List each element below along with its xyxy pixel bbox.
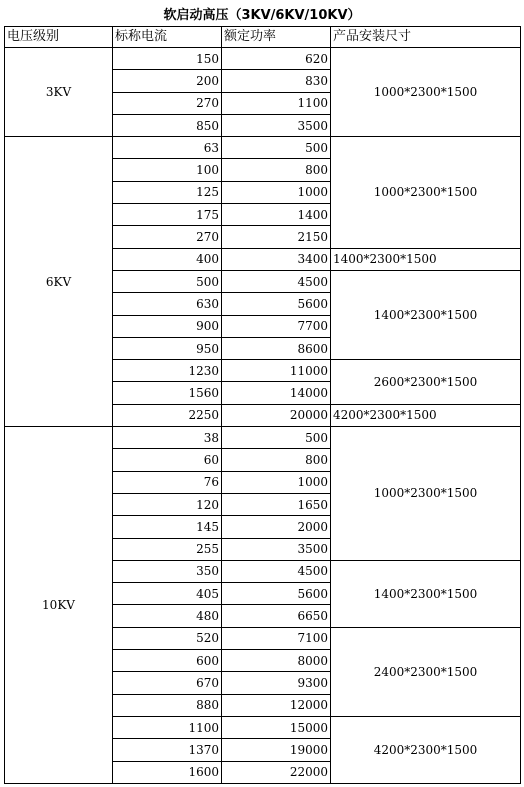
rated-current-cell: 100 bbox=[113, 159, 222, 181]
rated-power-cell: 2000 bbox=[222, 516, 331, 538]
rated-current-cell: 480 bbox=[113, 605, 222, 627]
rated-current-cell: 630 bbox=[113, 293, 222, 315]
rated-power-cell: 11000 bbox=[222, 360, 331, 382]
rated-power-cell: 1000 bbox=[222, 471, 331, 493]
table-row bbox=[5, 137, 521, 159]
rated-power-cell: 1400 bbox=[222, 204, 331, 226]
install-size-cell: 1000*2300*1500 bbox=[331, 427, 521, 561]
rated-power-cell: 22000 bbox=[222, 761, 331, 783]
install-size-cell: 1400*2300*1500 bbox=[331, 560, 521, 627]
rated-current-cell: 670 bbox=[113, 672, 222, 694]
rated-power-cell: 4500 bbox=[222, 560, 331, 582]
table-row bbox=[5, 427, 521, 449]
rated-current-cell: 850 bbox=[113, 114, 222, 136]
rated-power-cell: 6650 bbox=[222, 605, 331, 627]
table-title: 软启动高压（3KV/6KV/10KV） bbox=[163, 8, 361, 23]
rated-power-cell: 1650 bbox=[222, 493, 331, 515]
rated-current-cell: 1370 bbox=[113, 739, 222, 761]
voltage-level-cell: 10KV bbox=[5, 427, 113, 784]
rated-power-cell: 15000 bbox=[222, 716, 331, 738]
spec-table bbox=[4, 26, 521, 784]
rated-current-cell: 1600 bbox=[113, 761, 222, 783]
rated-power-cell: 2150 bbox=[222, 226, 331, 248]
rated-current-cell: 400 bbox=[113, 248, 222, 270]
header-voltage: 电压级别 bbox=[5, 27, 113, 48]
rated-current-cell: 175 bbox=[113, 204, 222, 226]
rated-current-cell: 38 bbox=[113, 427, 222, 449]
rated-power-cell: 12000 bbox=[222, 694, 331, 716]
rated-power-cell: 4500 bbox=[222, 270, 331, 292]
rated-current-cell: 145 bbox=[113, 516, 222, 538]
rated-current-cell: 120 bbox=[113, 493, 222, 515]
header-row bbox=[5, 27, 521, 48]
rated-power-cell: 3500 bbox=[222, 114, 331, 136]
rated-current-cell: 125 bbox=[113, 181, 222, 203]
rated-current-cell: 200 bbox=[113, 70, 222, 92]
rated-power-cell: 7100 bbox=[222, 627, 331, 649]
rated-current-cell: 270 bbox=[113, 226, 222, 248]
rated-current-cell: 60 bbox=[113, 449, 222, 471]
rated-current-cell: 500 bbox=[113, 270, 222, 292]
install-size-cell: 4200*2300*1500 bbox=[331, 404, 521, 426]
rated-power-cell: 7700 bbox=[222, 315, 331, 337]
rated-current-cell: 63 bbox=[113, 137, 222, 159]
rated-current-cell: 405 bbox=[113, 583, 222, 605]
install-size-cell: 4200*2300*1500 bbox=[331, 716, 521, 783]
header-current: 标称电流 bbox=[113, 27, 222, 48]
rated-power-cell: 3500 bbox=[222, 538, 331, 560]
rated-current-cell: 520 bbox=[113, 627, 222, 649]
rated-power-cell: 1000 bbox=[222, 181, 331, 203]
install-size-cell: 1000*2300*1500 bbox=[331, 48, 521, 137]
rated-current-cell: 1230 bbox=[113, 360, 222, 382]
rated-current-cell: 950 bbox=[113, 337, 222, 359]
rated-power-cell: 500 bbox=[222, 427, 331, 449]
rated-power-cell: 620 bbox=[222, 48, 331, 70]
rated-current-cell: 255 bbox=[113, 538, 222, 560]
rated-power-cell: 5600 bbox=[222, 583, 331, 605]
spec-table-body bbox=[5, 27, 521, 784]
rated-current-cell: 150 bbox=[113, 48, 222, 70]
voltage-level-cell: 6KV bbox=[5, 137, 113, 427]
rated-power-cell: 19000 bbox=[222, 739, 331, 761]
install-size-cell: 2600*2300*1500 bbox=[331, 360, 521, 405]
rated-power-cell: 3400 bbox=[222, 248, 331, 270]
rated-power-cell: 1100 bbox=[222, 92, 331, 114]
rated-power-cell: 14000 bbox=[222, 382, 331, 404]
install-size-cell: 1400*2300*1500 bbox=[331, 248, 521, 270]
rated-power-cell: 830 bbox=[222, 70, 331, 92]
rated-current-cell: 270 bbox=[113, 92, 222, 114]
rated-power-cell: 20000 bbox=[222, 404, 331, 426]
rated-power-cell: 5600 bbox=[222, 293, 331, 315]
voltage-level-cell: 3KV bbox=[5, 48, 113, 137]
header-power: 额定功率 bbox=[222, 27, 331, 48]
rated-current-cell: 880 bbox=[113, 694, 222, 716]
rated-power-cell: 800 bbox=[222, 159, 331, 181]
rated-power-cell: 800 bbox=[222, 449, 331, 471]
install-size-cell: 1400*2300*1500 bbox=[331, 270, 521, 359]
table-row bbox=[5, 48, 521, 70]
rated-power-cell: 8600 bbox=[222, 337, 331, 359]
install-size-cell: 2400*2300*1500 bbox=[331, 627, 521, 716]
rated-power-cell: 9300 bbox=[222, 672, 331, 694]
install-size-cell: 1000*2300*1500 bbox=[331, 137, 521, 248]
header-size: 产品安装尺寸 bbox=[331, 27, 521, 48]
rated-current-cell: 1560 bbox=[113, 382, 222, 404]
rated-power-cell: 8000 bbox=[222, 650, 331, 672]
rated-current-cell: 2250 bbox=[113, 404, 222, 426]
rated-current-cell: 900 bbox=[113, 315, 222, 337]
rated-current-cell: 1100 bbox=[113, 716, 222, 738]
rated-current-cell: 350 bbox=[113, 560, 222, 582]
rated-current-cell: 76 bbox=[113, 471, 222, 493]
rated-current-cell: 600 bbox=[113, 650, 222, 672]
rated-power-cell: 500 bbox=[222, 137, 331, 159]
